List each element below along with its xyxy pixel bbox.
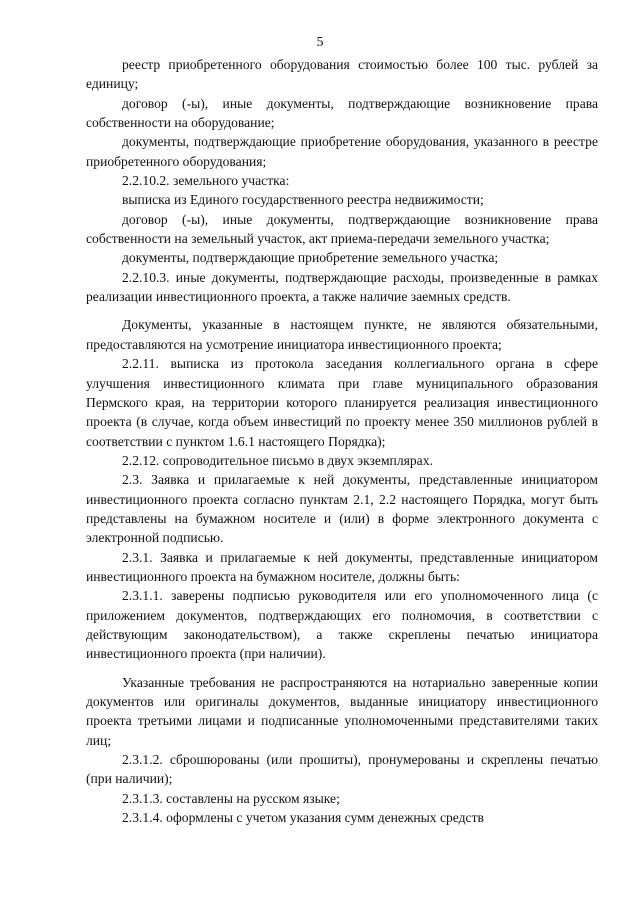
paragraph: договор (-ы), иные документы, подтверждающие возникновение права собственности на земельный участок, акт приема-передачи земельного участка; bbox=[86, 211, 598, 247]
paragraph: 2.3.1.3. составлены на русском языке; bbox=[122, 790, 340, 806]
paragraph: 2.3.1.2. сброшюрованы (или прошиты), пронумерованы и скреплены печатью (при наличии); bbox=[86, 752, 598, 787]
paragraph: договор (-ы), иные документы, подтверждающие возникновение права собственности на оборудование; bbox=[86, 95, 598, 131]
page-number: 5 bbox=[316, 35, 324, 50]
paragraph: 2.3. Заявка и прилагаемые к ней документы, представленные инициатором инвестиционного проекта согласно пунктам 2.1, 2.2 настоящего Порядка, могут быть представлены на бумажном носителе и (или) в форме электронного документа с электронной подписью. bbox=[86, 472, 598, 546]
paragraph: 2.3.1.1. заверены подписью руководителя или его уполномоченного лица (с приложением документов, подтверждающих его полномочия, в соответствии с действующим законодательством), а также скреплены печатью инициатора инвестиционного проекта (при наличии). bbox=[86, 588, 598, 662]
paragraph: 2.2.11. выписка из протокола заседания коллегиального органа в сфере улучшения инвестиционного климата при главе муниципального образования Пермского края, на территории которого планируется реализация инвестиционного проекта (в случае, когда объем инвестиций по проекту менее 350 миллионов рублей в соответствии с пунктом 1.6.1 настоящего Порядка); bbox=[86, 356, 598, 449]
paragraph: 2.3.1.4. оформлены с учетом указания сумм денежных средств bbox=[122, 810, 484, 826]
paragraph: 2.2.10.3. иные документы, подтверждающие расходы, произведенные в рамках реализации инвестиционного проекта, а также наличие заемных средств. bbox=[86, 269, 598, 305]
paragraph: реестр приобретенного оборудования стоимостью более 100 тыс. рублей за единицу; bbox=[86, 57, 598, 92]
paragraph: Документы, указанные в настоящем пункте, не являются обязательными, предоставляются на усмотрение инициатора инвестиционного проекта; bbox=[86, 317, 598, 352]
paragraph: документы, подтверждающие приобретение земельного участка; bbox=[122, 250, 499, 266]
paragraph: Указанные требования не распространяются на нотариально заверенные копии документов или оригиналы документов, выданные инициатору инвестиционного проекта третьими лицами и подписанные уполномоченными представителями таких лиц; bbox=[86, 674, 598, 748]
paragraph: 2.2.12. сопроводительное письмо в двух экземплярах. bbox=[122, 452, 433, 468]
paragraph: 2.3.1. Заявка и прилагаемые к ней документы, представленные инициатором инвестиционного проекта на бумажном носителе, должны быть: bbox=[86, 549, 598, 584]
paragraph: выписка из Единого государственного реестра недвижимости; bbox=[122, 192, 484, 208]
paragraph: документы, подтверждающие приобретение оборудования, указанного в реестре приобретенного оборудования; bbox=[86, 134, 598, 169]
paragraph: 2.2.10.2. земельного участка: bbox=[122, 173, 290, 189]
document-body bbox=[86, 55, 598, 827]
